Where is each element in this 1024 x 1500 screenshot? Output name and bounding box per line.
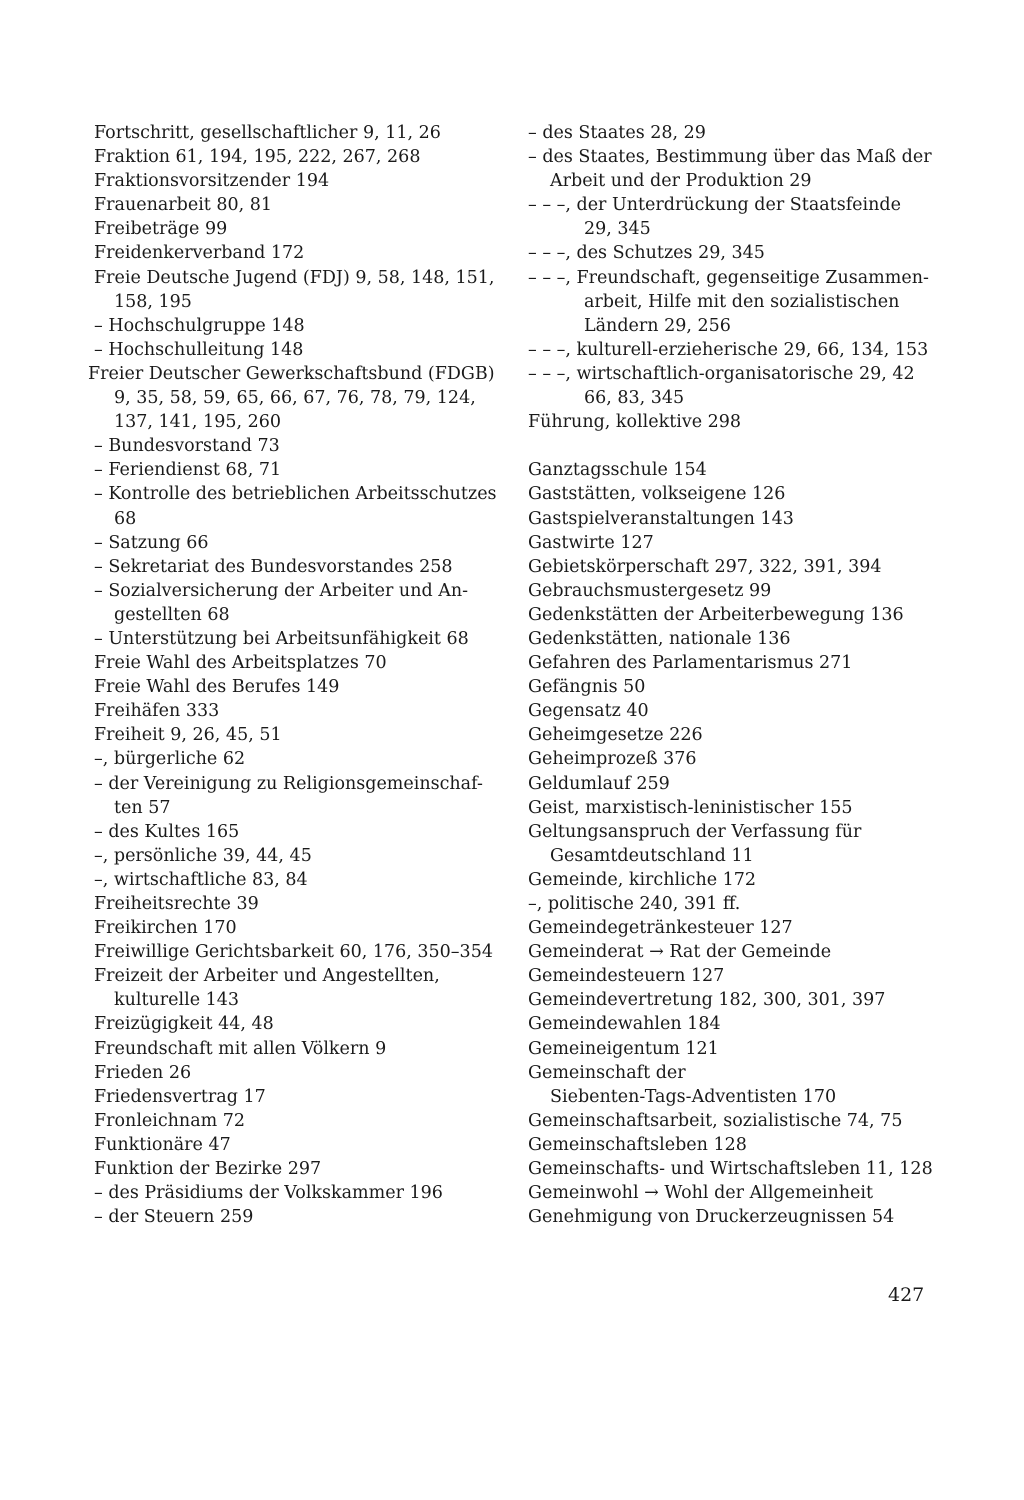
index-entry: Freidenkerverband 172 bbox=[94, 243, 305, 264]
index-entry: Fronleichnam 72 bbox=[94, 1110, 246, 1131]
index-entry: Gefahren des Parlamentarismus 271 bbox=[528, 653, 853, 674]
index-entry: – der Steuern 259 bbox=[94, 1207, 254, 1228]
index-entry: Gemeinschaftsleben 128 bbox=[528, 1134, 747, 1155]
index-entry: 29, 345 bbox=[584, 219, 651, 240]
index-entry: 68 bbox=[114, 508, 137, 529]
index-entry: Gemeinschafts- und Wirtschaftsleben 11, 128 bbox=[528, 1159, 933, 1180]
index-entry: Gemeindesteuern 127 bbox=[528, 966, 725, 987]
index-entry: 66, 83, 345 bbox=[584, 388, 685, 409]
index-entry: Gebrauchsmustergesetz 99 bbox=[528, 580, 772, 601]
index-entry: Gedenkstätten, nationale 136 bbox=[528, 628, 791, 649]
index-entry: – – –, Freundschaft, gegenseitige Zusammen- bbox=[528, 267, 929, 288]
index-entry: – des Präsidiums der Volkskammer 196 bbox=[94, 1183, 443, 1204]
index-entry: Freikirchen 170 bbox=[94, 918, 237, 939]
index-entry: –, bürgerliche 62 bbox=[94, 749, 246, 770]
index-entry: –, persönliche 39, 44, 45 bbox=[94, 845, 312, 866]
index-entry: gestellten 68 bbox=[114, 604, 230, 625]
index-entry: – Hochschulgruppe 148 bbox=[94, 315, 305, 336]
index-entry: – des Staates 28, 29 bbox=[528, 123, 706, 143]
index-entry: Gemeinde, kirchliche 172 bbox=[528, 869, 757, 890]
index-entry: – Satzung 66 bbox=[94, 532, 209, 553]
index-entry: Gemeinschaft der bbox=[528, 1062, 686, 1083]
index-entry: – Bundesvorstand 73 bbox=[94, 436, 280, 457]
index-entry: Frauenarbeit 80, 81 bbox=[94, 195, 273, 216]
index-entry: Freier Deutscher Gewerkschaftsbund (FDGB) bbox=[88, 363, 495, 384]
index-entry: Geheimprozeß 376 bbox=[528, 749, 697, 770]
index-entry bbox=[528, 434, 946, 458]
index-entry: Ländern 29, 256 bbox=[584, 315, 731, 336]
index-entry: Gaststätten, volkseigene 126 bbox=[528, 484, 786, 505]
index-entry: Arbeit und der Produktion 29 bbox=[550, 171, 812, 192]
index-entry: Gemeinschaftsarbeit, sozialistische 74, 75 bbox=[528, 1110, 903, 1131]
index-entry: Freizeit der Arbeiter und Angestellten, bbox=[94, 966, 440, 987]
index-entry: –, politische 240, 391 ff. bbox=[528, 894, 741, 914]
index-entry: – der Vereinigung zu Religionsgemeinschaf- bbox=[94, 773, 483, 794]
index-entry: Freizügigkeit 44, 48 bbox=[94, 1014, 274, 1035]
index-entry: Freiheitsrechte 39 bbox=[94, 894, 259, 914]
index-entry: Gemeineigentum 121 bbox=[528, 1038, 719, 1059]
index-entry: ten 57 bbox=[114, 797, 171, 818]
index-entry: Freundschaft mit allen Völkern 9 bbox=[94, 1038, 387, 1059]
index-entry: – Kontrolle des betrieblichen Arbeitsschutzes bbox=[94, 484, 497, 505]
index-entry: Fortschritt, gesellschaftlicher 9, 11, 26 bbox=[94, 123, 441, 143]
index-entry: Geldumlauf 259 bbox=[528, 773, 670, 794]
index-entry: Freiheit 9, 26, 45, 51 bbox=[94, 725, 282, 746]
index-entry: Gegensatz 40 bbox=[528, 701, 649, 722]
index-entry: – Hochschulleitung 148 bbox=[94, 339, 304, 360]
index-entry: Gemeinwohl → Wohl der Allgemeinheit bbox=[528, 1183, 874, 1204]
index-entry: –, wirtschaftliche 83, 84 bbox=[94, 869, 308, 890]
index-entry: Fraktion 61, 194, 195, 222, 267, 268 bbox=[94, 147, 421, 168]
index-column-left bbox=[88, 121, 506, 1229]
index-entry: – Sekretariat des Bundesvorstandes 258 bbox=[94, 556, 453, 577]
index-entry: Frieden 26 bbox=[94, 1062, 192, 1083]
index-entry: Gebietskörperschaft 297, 322, 391, 394 bbox=[528, 556, 882, 577]
index-entry: Fraktionsvorsitzender 194 bbox=[94, 171, 330, 192]
index-entry: 9, 35, 58, 59, 65, 66, 67, 76, 78, 79, 124, bbox=[114, 388, 476, 409]
index-entry: Gefängnis 50 bbox=[528, 677, 646, 698]
index-entry: arbeit, Hilfe mit den sozialistischen bbox=[584, 291, 900, 312]
index-entry: Freihäfen 333 bbox=[94, 701, 220, 722]
index-entry: Gastspielveranstaltungen 143 bbox=[528, 508, 794, 529]
page-number: 427 bbox=[888, 1284, 925, 1306]
index-entry: Freie Deutsche Jugend (FDJ) 9, 58, 148, 151, bbox=[94, 267, 495, 288]
index-entry: Gemeindegetränkesteuer 127 bbox=[528, 918, 793, 939]
index-entry: Geltungsanspruch der Verfassung für bbox=[528, 821, 862, 842]
index-entry: – Feriendienst 68, 71 bbox=[94, 460, 282, 481]
index-entry: Gemeindewahlen 184 bbox=[528, 1014, 721, 1035]
index-entry: – – –, wirtschaftlich-organisatorische 29, 42 bbox=[528, 363, 915, 384]
index-entry: – Sozialversicherung der Arbeiter und An- bbox=[94, 580, 469, 601]
index-entry: Friedensvertrag 17 bbox=[94, 1086, 266, 1107]
index-entry: Funktion der Bezirke 297 bbox=[94, 1159, 322, 1180]
index-entry: kulturelle 143 bbox=[114, 990, 240, 1011]
index-entry: Freie Wahl des Arbeitsplatzes 70 bbox=[94, 653, 387, 674]
index-entry: – – –, kulturell-erzieherische 29, 66, 134, 153 bbox=[528, 339, 929, 360]
index-entry: – Unterstützung bei Arbeitsunfähigkeit 68 bbox=[94, 628, 469, 649]
index-entry: Funktionäre 47 bbox=[94, 1134, 231, 1155]
index-entry: – – –, des Schutzes 29, 345 bbox=[528, 243, 765, 264]
index-entry: Freiwillige Gerichtsbarkeit 60, 176, 350–354 bbox=[94, 942, 493, 963]
index-entry: Geheimgesetze 226 bbox=[528, 725, 703, 746]
index-entry: – – –, der Unterdrückung der Staatsfeinde bbox=[528, 195, 901, 216]
index-entry: 158, 195 bbox=[114, 291, 192, 312]
index-entry: Gastwirte 127 bbox=[528, 532, 654, 553]
index-entry: 137, 141, 195, 260 bbox=[114, 412, 281, 433]
index-entry: Gemeindevertretung 182, 300, 301, 397 bbox=[528, 990, 886, 1011]
index-entry: Geist, marxistisch-leninistischer 155 bbox=[528, 797, 853, 818]
index-entry: Ganztagsschule 154 bbox=[528, 460, 707, 481]
index-entry: – des Kultes 165 bbox=[94, 821, 240, 842]
index-entry: Freie Wahl des Berufes 149 bbox=[94, 677, 340, 698]
index-entry: Freibeträge 99 bbox=[94, 219, 228, 240]
index-entry: Genehmigung von Druckerzeugnissen 54 bbox=[528, 1207, 895, 1228]
index-column-right bbox=[528, 121, 946, 1229]
index-entry: Gesamtdeutschland 11 bbox=[550, 845, 754, 866]
index-entry: Siebenten-Tags-Adventisten 170 bbox=[550, 1086, 837, 1107]
index-entry: – des Staates, Bestimmung über das Maß der bbox=[528, 147, 932, 168]
index-entry: Führung, kollektive 298 bbox=[528, 412, 742, 433]
index-entry: Gedenkstätten der Arbeiterbewegung 136 bbox=[528, 604, 904, 625]
index-entry: Gemeinderat → Rat der Gemeinde bbox=[528, 942, 832, 963]
